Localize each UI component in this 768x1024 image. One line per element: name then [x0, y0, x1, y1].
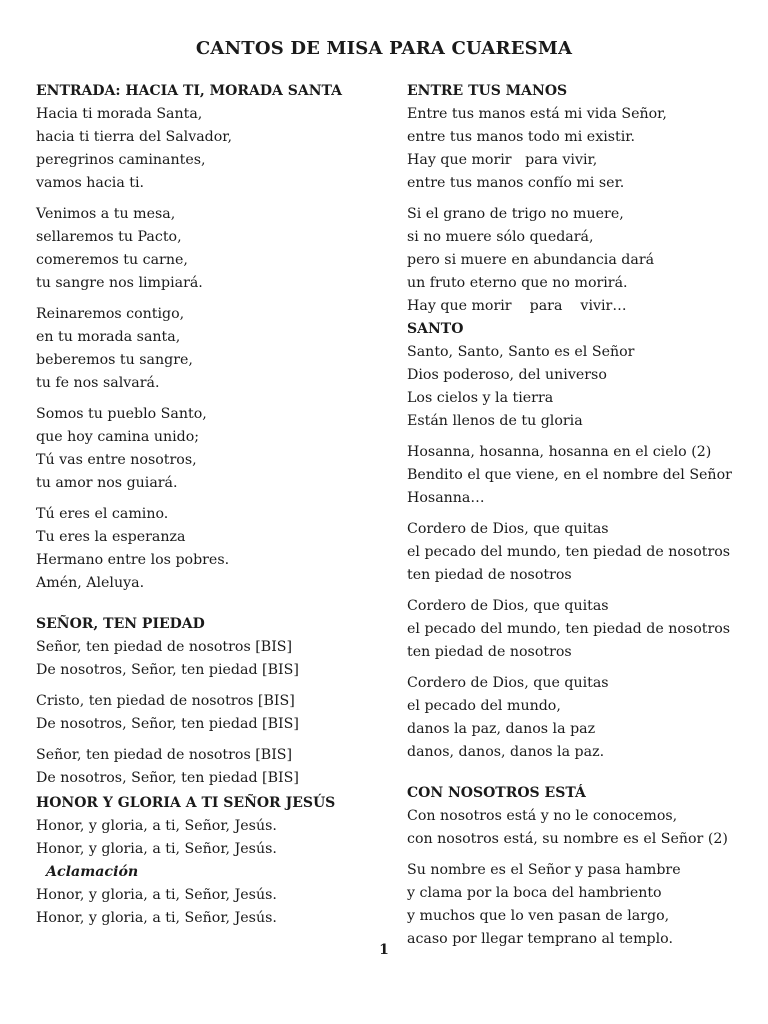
stanza	[36, 303, 376, 395]
stanza	[36, 744, 376, 790]
lyric-line: Hacia ti morada Santa,	[36, 106, 203, 122]
lyric-line: Hay que morir para vivir…	[407, 298, 627, 314]
lyric-line: Señor, ten piedad de nosotros [BIS]	[36, 639, 293, 655]
lyric-line: Están llenos de tu gloria	[407, 413, 583, 429]
song-body-entrada	[36, 103, 376, 595]
lyric-line: con nosotros está, su nombre es el Señor (2)	[407, 831, 728, 847]
lyric-line: beberemos tu sangre,	[36, 352, 193, 368]
right-column	[407, 80, 747, 959]
stanza	[407, 441, 747, 510]
song-body-con	[407, 805, 747, 951]
lyric-line: vamos hacia ti.	[36, 175, 145, 191]
lyric-line: Cristo, ten piedad de nosotros [BIS]	[36, 693, 295, 709]
page-title: CANTOS DE MISA PARA CUARESMA	[195, 38, 573, 59]
lyric-line: tu fe nos salvará.	[36, 375, 160, 391]
lyric-line: y clama por la boca del hambriento	[407, 885, 662, 901]
lyric-line: comeremos tu carne,	[36, 252, 188, 268]
lyric-line: Honor, y gloria, a ti, Señor, Jesús.	[36, 818, 277, 834]
stanza	[407, 203, 747, 318]
lyric-line: Honor, y gloria, a ti, Señor, Jesús.	[36, 910, 277, 926]
lyric-line: Los cielos y la tierra	[407, 390, 554, 406]
lyric-line: Santo, Santo, Santo es el Señor	[407, 344, 635, 360]
lyric-line: Somos tu pueblo Santo,	[36, 406, 207, 422]
lyric-line: Hosanna, hosanna, hosanna en el cielo (2)	[407, 444, 712, 460]
stanza	[407, 595, 747, 664]
lyric-line: y muchos que lo ven pasan de largo,	[407, 908, 670, 924]
page-number: 1	[379, 942, 389, 958]
stanza	[36, 690, 376, 736]
stanza	[407, 859, 747, 951]
lyric-line: Hosanna…	[407, 490, 485, 506]
lyric-line: Señor, ten piedad de nosotros [BIS]	[36, 747, 293, 763]
lyric-line: Hermano entre los pobres.	[36, 552, 230, 568]
lyric-line: Tu eres la esperanza	[36, 529, 186, 545]
song-heading-senor: SEÑOR, TEN PIEDAD	[36, 616, 205, 632]
lyric-line: Cordero de Dios, que quitas	[407, 598, 609, 614]
stanza	[407, 341, 747, 433]
stanza	[36, 203, 376, 295]
lyric-line: Cordero de Dios, que quitas	[407, 521, 609, 537]
lyric-line: sellaremos tu Pacto,	[36, 229, 182, 245]
song-heading-santo: SANTO	[407, 321, 464, 337]
lyric-line: Cordero de Dios, que quitas	[407, 675, 609, 691]
lyric-line: Hay que morir para vivir,	[407, 152, 598, 168]
lyric-line: entre tus manos todo mi existir.	[407, 129, 635, 145]
song-heading-con: CON NOSOTROS ESTÁ	[407, 785, 586, 801]
lyric-line: hacia ti tierra del Salvador,	[36, 129, 233, 145]
stanza	[36, 636, 376, 682]
stanza	[36, 403, 376, 495]
lyric-line: Con nosotros está y no le conocemos,	[407, 808, 678, 824]
lyric-line: Honor, y gloria, a ti, Señor, Jesús.	[36, 887, 277, 903]
lyric-line: acaso por llegar temprano al templo.	[407, 931, 673, 947]
stanza	[36, 503, 376, 595]
lyric-line: danos la paz, danos la paz	[407, 721, 596, 737]
lyric-line: ten piedad de nosotros	[407, 567, 572, 583]
lyric-line: un fruto eterno que no morirá.	[407, 275, 628, 291]
left-column	[36, 80, 376, 930]
lyric-line: Venimos a tu mesa,	[36, 206, 176, 222]
aclamacion-label: Aclamación	[46, 864, 139, 880]
stanza	[407, 805, 747, 851]
stanza	[407, 672, 747, 764]
lyric-line: Dios poderoso, del universo	[407, 367, 607, 383]
lyric-line: De nosotros, Señor, ten piedad [BIS]	[36, 662, 299, 678]
lyric-line: De nosotros, Señor, ten piedad [BIS]	[36, 716, 299, 732]
lyric-line: el pecado del mundo,	[407, 698, 561, 714]
lyric-line: Honor, y gloria, a ti, Señor, Jesús.	[36, 841, 277, 857]
song-heading-manos: ENTRE TUS MANOS	[407, 83, 568, 99]
stanza	[407, 103, 747, 195]
lyric-line: Tú vas entre nosotros,	[36, 452, 197, 468]
lyric-line: el pecado del mundo, ten piedad de nosotros	[407, 544, 731, 560]
lyric-line: danos, danos, danos la paz.	[407, 744, 605, 760]
lyric-line: que hoy camina unido;	[36, 429, 200, 445]
song-heading-entrada: ENTRADA: HACIA TI, MORADA SANTA	[36, 83, 343, 99]
song-body-senor	[36, 636, 376, 790]
lyric-line: tu amor nos guiará.	[36, 475, 178, 491]
lyric-line: peregrinos caminantes,	[36, 152, 206, 168]
lyric-line: Bendito el que viene, en el nombre del Señor	[407, 467, 732, 483]
lyric-line: De nosotros, Señor, ten piedad [BIS]	[36, 770, 299, 786]
lyric-line: si no muere sólo quedará,	[407, 229, 594, 245]
lyric-line: Su nombre es el Señor y pasa hambre	[407, 862, 681, 878]
lyric-line: Si el grano de trigo no muere,	[407, 206, 624, 222]
lyric-line: Reinaremos contigo,	[36, 306, 185, 322]
song-body-santo	[407, 341, 747, 764]
lyric-line: tu sangre nos limpiará.	[36, 275, 203, 291]
stanza	[36, 103, 376, 195]
lyric-line: en tu morada santa,	[36, 329, 181, 345]
lyric-line: Entre tus manos está mi vida Señor,	[407, 106, 667, 122]
stanza	[407, 518, 747, 587]
lyric-line: el pecado del mundo, ten piedad de nosotros	[407, 621, 731, 637]
lyric-line: entre tus manos confío mi ser.	[407, 175, 625, 191]
song-body-manos	[407, 103, 747, 318]
lyric-line: pero si muere en abundancia dará	[407, 252, 655, 268]
lyric-line: Tú eres el camino.	[36, 506, 169, 522]
lyric-line: ten piedad de nosotros	[407, 644, 572, 660]
song-heading-honor: HONOR Y GLORIA A TI SEÑOR JESÚS	[36, 795, 336, 811]
lyric-line: Amén, Aleluya.	[36, 575, 145, 591]
